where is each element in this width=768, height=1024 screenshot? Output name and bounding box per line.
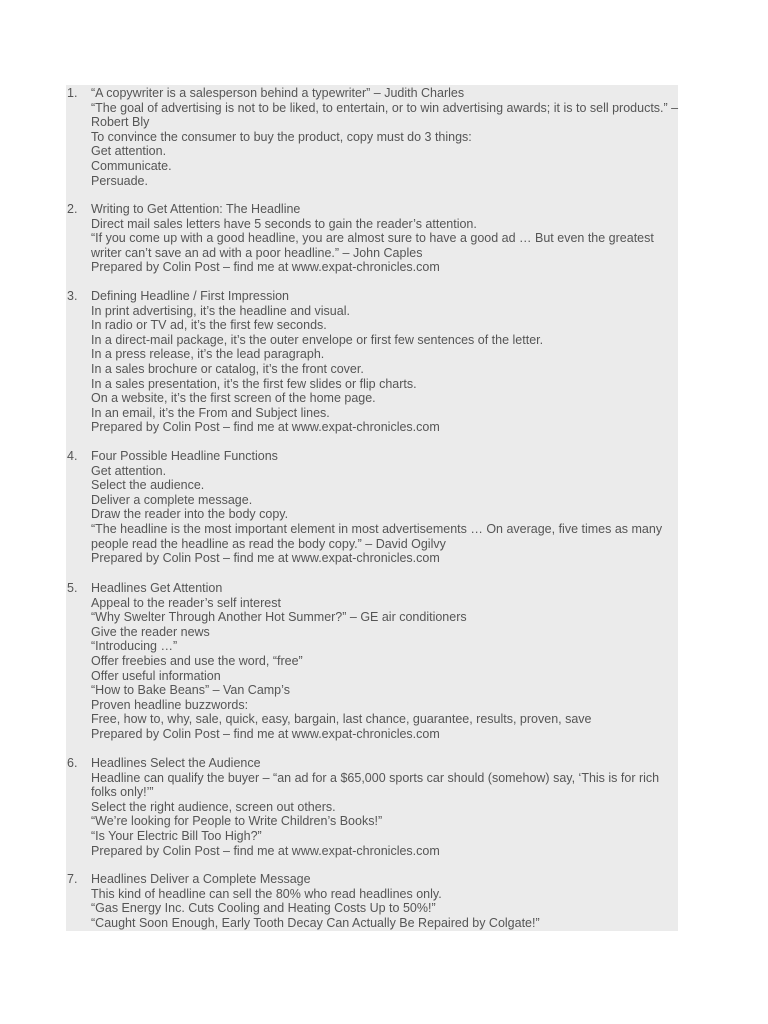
text-line: In a sales presentation, it’s the first few slides or flip charts.	[91, 376, 417, 391]
text-line: Writing to Get Attention: The Headline	[91, 202, 301, 216]
text-line: Persuade.	[91, 173, 148, 188]
text-line: Give the reader news	[91, 624, 210, 639]
list-number: 5.	[67, 581, 78, 595]
list-item-lines	[91, 289, 679, 435]
text-line: “If you come up with a good headline, you are almost sure to have a good ad … But even the greatest writer can’t save an ad with a poor headline.” – John Caples	[91, 231, 654, 260]
text-line: “Introducing …”	[91, 639, 178, 654]
text-line: Offer freebies and use the word, “free”	[91, 653, 303, 668]
text-line: In an email, it’s the From and Subject lines.	[91, 405, 330, 420]
document-page	[66, 85, 678, 931]
list-item-lines	[91, 756, 679, 858]
text-line: Headlines Deliver a Complete Message	[91, 872, 311, 886]
text-line: This kind of headline can sell the 80% who read headlines only.	[91, 886, 442, 901]
text-line: Select the audience.	[91, 478, 205, 493]
text-line: “The headline is the most important element in most advertisements … On average, five times as many people read the headline as read the body copy.” – David Ogilvy	[91, 521, 663, 551]
text-line: Draw the reader into the body copy.	[91, 507, 289, 522]
text-line: Prepared by Colin Post – find me at www.expat-chronicles.com	[91, 551, 440, 566]
text-line: Headline can qualify the buyer – “an ad for a $65,000 sports car should (somehow) say, ‘This is for rich folks only!’”	[91, 770, 660, 800]
text-line: On a website, it’s the first screen of the home page.	[91, 391, 376, 406]
text-line: In print advertising, it’s the headline and visual.	[91, 303, 350, 318]
text-line: “Is Your Electric Bill Too High?”	[91, 828, 262, 843]
text-line: Headlines Select the Audience	[91, 756, 261, 770]
text-line: “Caught Soon Enough, Early Tooth Decay Can Actually Be Repaired by Colgate!”	[91, 915, 540, 930]
text-line: Prepared by Colin Post – find me at www.expat-chronicles.com	[91, 726, 440, 741]
text-line: Direct mail sales letters have 5 seconds to gain the reader’s attention.	[91, 216, 477, 231]
text-line: Proven headline buzzwords:	[91, 697, 249, 712]
list-number: 4.	[67, 449, 78, 463]
text-line: In a press release, it’s the lead paragraph.	[91, 347, 325, 362]
text-line: Communicate.	[91, 158, 172, 173]
list-item-lines	[91, 449, 679, 566]
text-line: In radio or TV ad, it’s the first few seconds.	[91, 318, 327, 333]
text-line: “We’re looking for People to Write Children’s Books!”	[91, 814, 383, 829]
text-line: Headlines Get Attention	[91, 581, 223, 595]
text-line: “A copywriter is a salesperson behind a typewriter” – Judith Charles	[91, 86, 465, 100]
text-line: Get attention.	[91, 463, 167, 478]
text-line: Prepared by Colin Post – find me at www.expat-chronicles.com	[91, 260, 440, 275]
text-line: In a sales brochure or catalog, it’s the front cover.	[91, 361, 364, 376]
text-line: Get attention.	[91, 144, 167, 159]
list-number: 1.	[67, 86, 78, 100]
text-line: Appeal to the reader’s self interest	[91, 595, 281, 610]
text-line: “Why Swelter Through Another Hot Summer?” – GE air conditioners	[91, 610, 467, 625]
text-line: Defining Headline / First Impression	[91, 289, 289, 303]
text-line: Select the right audience, screen out others.	[91, 799, 336, 814]
text-line: Four Possible Headline Functions	[91, 449, 278, 463]
text-line: “How to Bake Beans” – Van Camp’s	[91, 683, 290, 698]
text-line: Deliver a complete message.	[91, 492, 253, 507]
text-line: “The goal of advertising is not to be liked, to entertain, or to win advertising awards; it is to sell products.” – Robert Bly	[91, 100, 679, 130]
list-item-lines	[91, 872, 679, 930]
text-line: To convince the consumer to buy the product, copy must do 3 things:	[91, 129, 472, 144]
list-number: 7.	[67, 872, 78, 886]
list-number: 3.	[67, 289, 78, 303]
list-number: 6.	[67, 756, 78, 770]
list-item-lines	[91, 202, 679, 275]
list-item-lines	[91, 86, 679, 188]
text-line: Free, how to, why, sale, quick, easy, bargain, last chance, guarantee, results, proven, save	[91, 712, 592, 727]
text-line: Prepared by Colin Post – find me at www.expat-chronicles.com	[91, 843, 440, 858]
text-line: Prepared by Colin Post – find me at www.expat-chronicles.com	[91, 420, 440, 435]
text-line: In a direct-mail package, it’s the outer envelope or first few sentences of the letter.	[91, 332, 544, 347]
text-line: Offer useful information	[91, 668, 221, 683]
list-number: 2.	[67, 202, 78, 216]
list-item-lines	[91, 581, 679, 742]
text-line: “Gas Energy Inc. Cuts Cooling and Heating Costs Up to 50%!”	[91, 901, 436, 916]
